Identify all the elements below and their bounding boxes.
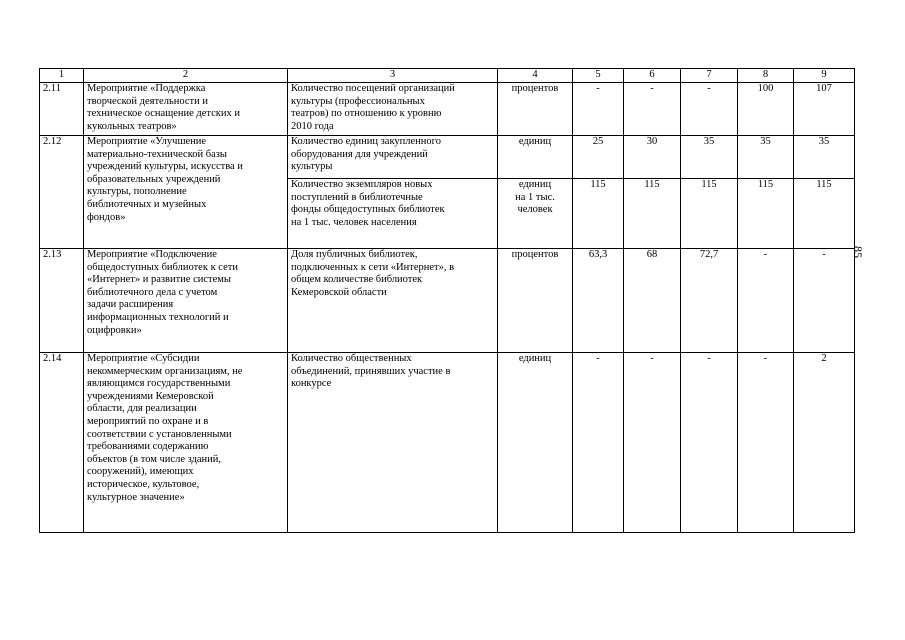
value-cell: - xyxy=(624,353,681,533)
value-cell: 115 xyxy=(624,179,681,249)
table-row xyxy=(40,353,855,533)
indicator-cell: Количество единиц закупленного оборудования для учреждений культуры xyxy=(288,136,498,179)
header-row xyxy=(40,69,855,83)
header-cell: 3 xyxy=(288,69,498,83)
value-cell: - xyxy=(624,83,681,136)
row-number: 2.13 xyxy=(40,249,84,353)
unit-cell: единиц xyxy=(498,136,573,179)
event-cell: Мероприятие «Субсидии некоммерческим организациям, не являющимся государственными учреждениями Кемеровской области, для реализации мероприятий по охране и в соответствии с установленными требованиями содержанию объектов (в том числе зданий, сооружений), имеющих историческое, культовое, культурное значение» xyxy=(84,353,288,533)
value-cell: - xyxy=(681,83,738,136)
value-cell: 115 xyxy=(681,179,738,249)
event-cell: Мероприятие «Поддержка творческой деятельности и техническое оснащение детских и кукольных театров» xyxy=(84,83,288,136)
value-cell: 30 xyxy=(624,136,681,179)
indicator-cell: Количество экземпляров новых поступлений в библиотечные фонды общедоступных библиотек на 1 тыс. человек населения xyxy=(288,179,498,249)
indicator-cell: Количество общественных объединений, принявших участие в конкурсе xyxy=(288,353,498,533)
value-cell: 35 xyxy=(794,136,855,179)
value-cell: 25 xyxy=(573,136,624,179)
row-number: 2.11 xyxy=(40,83,84,136)
value-cell: 72,7 xyxy=(681,249,738,353)
header-cell: 7 xyxy=(681,69,738,83)
header-cell: 2 xyxy=(84,69,288,83)
indicator-cell: Доля публичных библиотек, подключенных к сети «Интернет», в общем количестве библиотек Кемеровской области xyxy=(288,249,498,353)
value-cell: - xyxy=(738,249,794,353)
header-cell: 9 xyxy=(794,69,855,83)
table-row xyxy=(40,83,855,136)
indicator-cell: Количество посещений организаций культуры (профессиональных театров) по отношению к уровню 2010 года xyxy=(288,83,498,136)
row-number: 2.14 xyxy=(40,353,84,533)
unit-cell: процентов xyxy=(498,249,573,353)
header-cell: 8 xyxy=(738,69,794,83)
value-cell: - xyxy=(738,353,794,533)
page-number: 85 xyxy=(851,246,865,258)
table-row xyxy=(40,249,855,353)
value-cell: 35 xyxy=(738,136,794,179)
value-cell: 35 xyxy=(681,136,738,179)
value-cell: - xyxy=(681,353,738,533)
value-cell: 115 xyxy=(794,179,855,249)
unit-cell: единиц xyxy=(498,353,573,533)
value-cell: 63,3 xyxy=(573,249,624,353)
value-cell: 115 xyxy=(738,179,794,249)
value-cell: - xyxy=(573,353,624,533)
unit-cell: процентов xyxy=(498,83,573,136)
header-cell: 6 xyxy=(624,69,681,83)
header-cell: 5 xyxy=(573,69,624,83)
header-cell: 4 xyxy=(498,69,573,83)
value-cell: 2 xyxy=(794,353,855,533)
value-cell: 100 xyxy=(738,83,794,136)
value-cell: - xyxy=(794,249,855,353)
event-cell: Мероприятие «Улучшение материально-технической базы учреждений культуры, искусства и образовательных учреждений культуры, пополнение библиотечных и музейных фондов» xyxy=(84,136,288,249)
indicators-table xyxy=(39,68,855,533)
value-cell: 107 xyxy=(794,83,855,136)
table-row xyxy=(40,136,855,179)
value-cell: 68 xyxy=(624,249,681,353)
row-number: 2.12 xyxy=(40,136,84,249)
header-cell: 1 xyxy=(40,69,84,83)
value-cell: - xyxy=(573,83,624,136)
value-cell: 115 xyxy=(573,179,624,249)
unit-cell: единиц на 1 тыс. человек xyxy=(498,179,573,249)
event-cell: Мероприятие «Подключение общедоступных библиотек к сети «Интернет» и развитие системы библиотечного дела с учетом задачи расширения информационных технологий и оцифровки» xyxy=(84,249,288,353)
